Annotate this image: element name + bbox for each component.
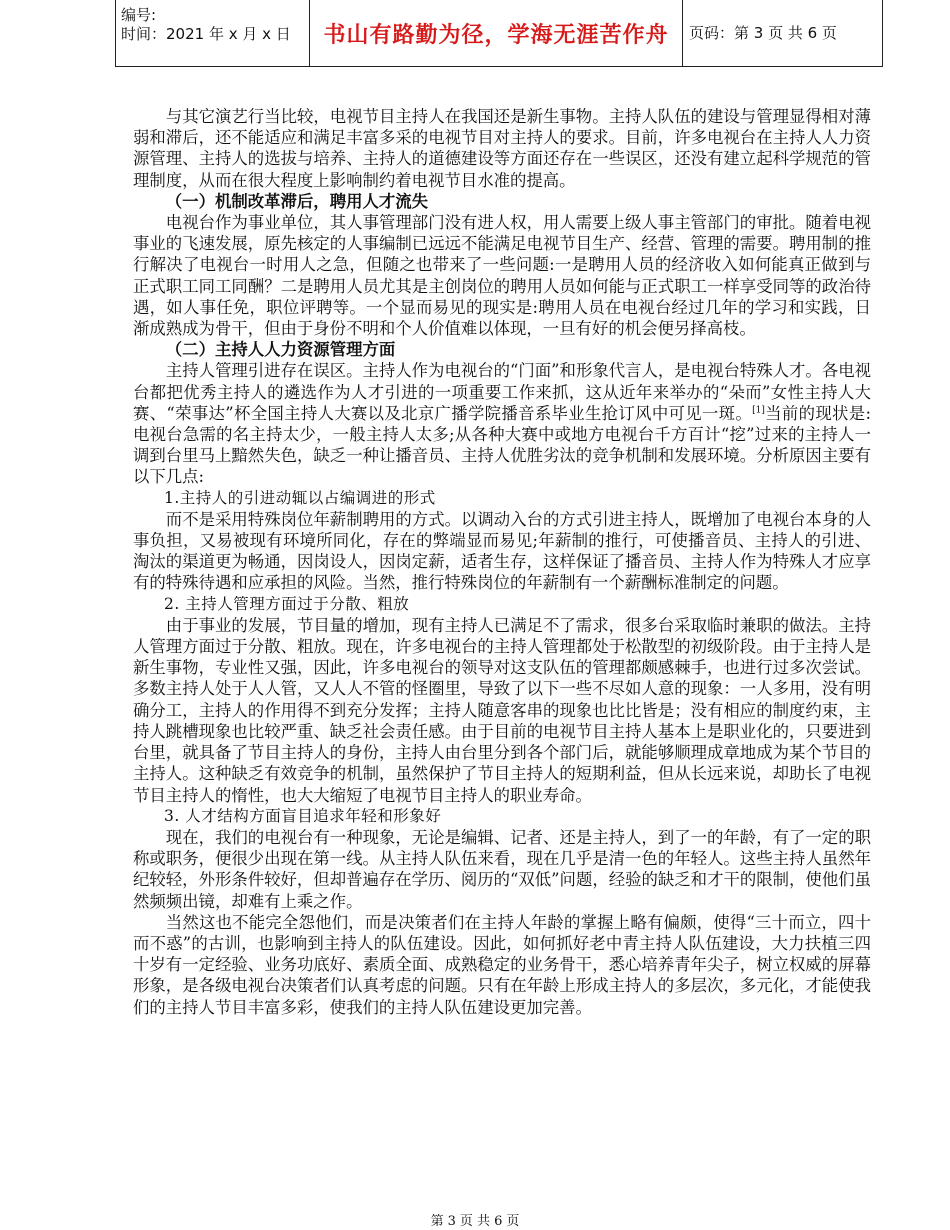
header-meta-cell [116, 0, 310, 66]
footer-suffix: 页 [506, 1214, 520, 1229]
document-body [133, 106, 871, 1018]
header-page-info: 页码：第 3 页 共 6 页 [689, 24, 837, 42]
document-date-label: 时间：2021 年 x 月 x 日 [121, 25, 291, 43]
intro-paragraph: 与其它演艺行当比较，电视节目主持人在我国还是新生事物。主持人队伍的建设与管理显得相对薄弱和滞后，还不能适应和满足丰富多采的电视节目对主持人的要求。目前，许多电视台在主持人人力资源管理、主持人的选拔与培养、主持人的道德建设等方面还存在一些误区，还没有建立起科学规范的管理制度，从而在很大程度上影响制约着电视节目水准的提高。 [133, 107, 871, 190]
paragraph-5: 现在，我们的电视台有一种现象，无论是编辑、记者、还是主持人，到了一的年龄，有了一定的职称或职务，便很少出现在第一线。从主持人队伍来看，现在几乎是清一色的年轻人。这些主持人虽然年纪较轻，外形条件较好，但却普遍存在学历、阅历的“双低”问题，经验的缺乏和才干的限制，使他们虽然频频出镜，却难有上乘之作。 [133, 827, 871, 911]
header-page-cell [683, 0, 882, 66]
section-heading-1: （一）机制改革滞后，聘用人才流失 [165, 191, 429, 211]
page-header [115, 0, 883, 67]
footer-mid: 页 共 [459, 1214, 491, 1229]
footer-current-page: 3 [447, 1214, 456, 1229]
paragraph-4: 由于事业的发展，节目量的增加，现有主持人已满足不了需求，很多台采取临时兼职的做法。主持人管理方面过于分散、粗放。现在，许多电视台的主持人管理都处于松散型的初级阶段。由于主持人是新生事物，专业性又强，因此，许多电视台的领导对这支队伍的管理都颇感棘手，也进行过多次尝试。多数主持人处于人人管，又人人不管的怪圈里，导致了以下一些不尽如人意的现象：一人多用，没有明确分工，主持人的作用得不到充分发挥；主持人随意客串的现象也比比皆是；没有相应的制度约束，主持人跳槽现象也比较严重、缺乏社会责任感。由于目前的电视节目主持人基本上是职业化的，只要进到台里，就具备了节目主持人的身份，主持人由台里分到各个部门后，就能够顺理成章地成为某个节目的主持人。这种缺乏有效竞争的机制，虽然保护了节目主持人的短期利益，但从长远来说，却助长了电视节目主持人的惰性，也大大缩短了电视节目主持人的职业寿命。 [133, 615, 871, 805]
subheading-1: 1.主持人的引进动辄以占编调进的形式 [164, 488, 436, 507]
document-number-label: 编号: [121, 6, 157, 24]
paragraph-6: 当然这也不能完全怨他们，而是决策者们在主持人年龄的掌握上略有偏颇，使得“三十而立，四十而不惑”的古训，也影响到主持人的队伍建设。因此，如何抓好老中青主持人队伍建设，大力扶植三四十岁有一定经验、业务功底好、素质全面、成熟稳定的业务骨干，悉心培养青年尖子，树立权威的屏幕形象，是各级电视台决策者们认真考虑的问题。只有在年龄上形成主持人的多层次，多元化，才能使我们的主持人节目丰富多彩，使我们的主持人队伍建设更加完善。 [133, 912, 871, 1017]
subheading-2: 2. 主持人管理方面过于分散、粗放 [164, 594, 410, 613]
paragraph-2-part-a: 主持人管理引进存在误区。主持人作为电视台的“门面”和形象代言人，是电视台特殊人才。各电视台都把优秀主持人的遴选作为人才引进的一项重要工作来抓，这从近年来举办的“朵而”女性主持人大赛、“荣事达”杯全国主持人大赛以及北京广播学院播音系毕业生抢订风中可见一斑。 [133, 361, 871, 423]
header-motto-cell [310, 0, 683, 66]
paragraph-1: 电视台作为事业单位，其人事管理部门没有进人权，用人需要上级人事主管部门的审批。随着电视事业的飞速发展，原先核定的人事编制已远远不能满足电视节目生产、经营、管理的需要。聘用制的推行解决了电视台一时用人之急，但随之也带来了一些问题:一是聘用人员的经济收入如何能真正做到与正式职工同工同酬？二是聘用人员尤其是主创岗位的聘用人员如何能与正式职工一样享受同等的政治待遇，如人事任免，职位评聘等。一个显而易见的现实是:聘用人员在电视台经过几年的学习和实践，日渐成熟成为骨干，但由于身份不明和个人价值难以体现，一旦有好的机会便另择高枝。 [133, 213, 871, 339]
section-heading-2: （二）主持人人力资源管理方面 [165, 340, 396, 360]
page-footer [0, 1210, 950, 1229]
citation-ref: [1] [752, 405, 765, 416]
paragraph-3: 而不是采用特殊岗位年薪制聘用的方式。以调动入台的方式引进主持人，既增加了电视台本身的人事负担，又易被现有环境所同化，存在的弊端显而易见;年薪制的推行，可使播音员、主持人的引进、淘汰的渠道更为畅通，因岗设人，因岗定薪，适者生存，这样保证了播音员、主持人作为特殊人才应享有的特殊待遇和应承担的风险。当然，推行特殊岗位的年薪制有一个薪酬标准制定的问题。 [133, 509, 871, 593]
footer-prefix: 第 [430, 1214, 444, 1229]
subheading-3: 3. 人才结构方面盲目追求年轻和形象好 [164, 806, 442, 825]
paragraph-2 [133, 360, 871, 487]
footer-total-pages: 6 [494, 1214, 503, 1229]
paragraph-2-part-b: 当前的现状是:电视台急需的名主持太少，一般主持人太多;从各种大赛中或地方电视台千方百计“挖”过来的主持人一调到台里马上黯然失色，缺乏一种让播音员、主持人优胜劣汰的竞争机制和发展环境。分析原因主要有以下几点: [133, 403, 871, 487]
header-motto: 书山有路勤为径，学海无涯苦作舟 [323, 23, 669, 48]
